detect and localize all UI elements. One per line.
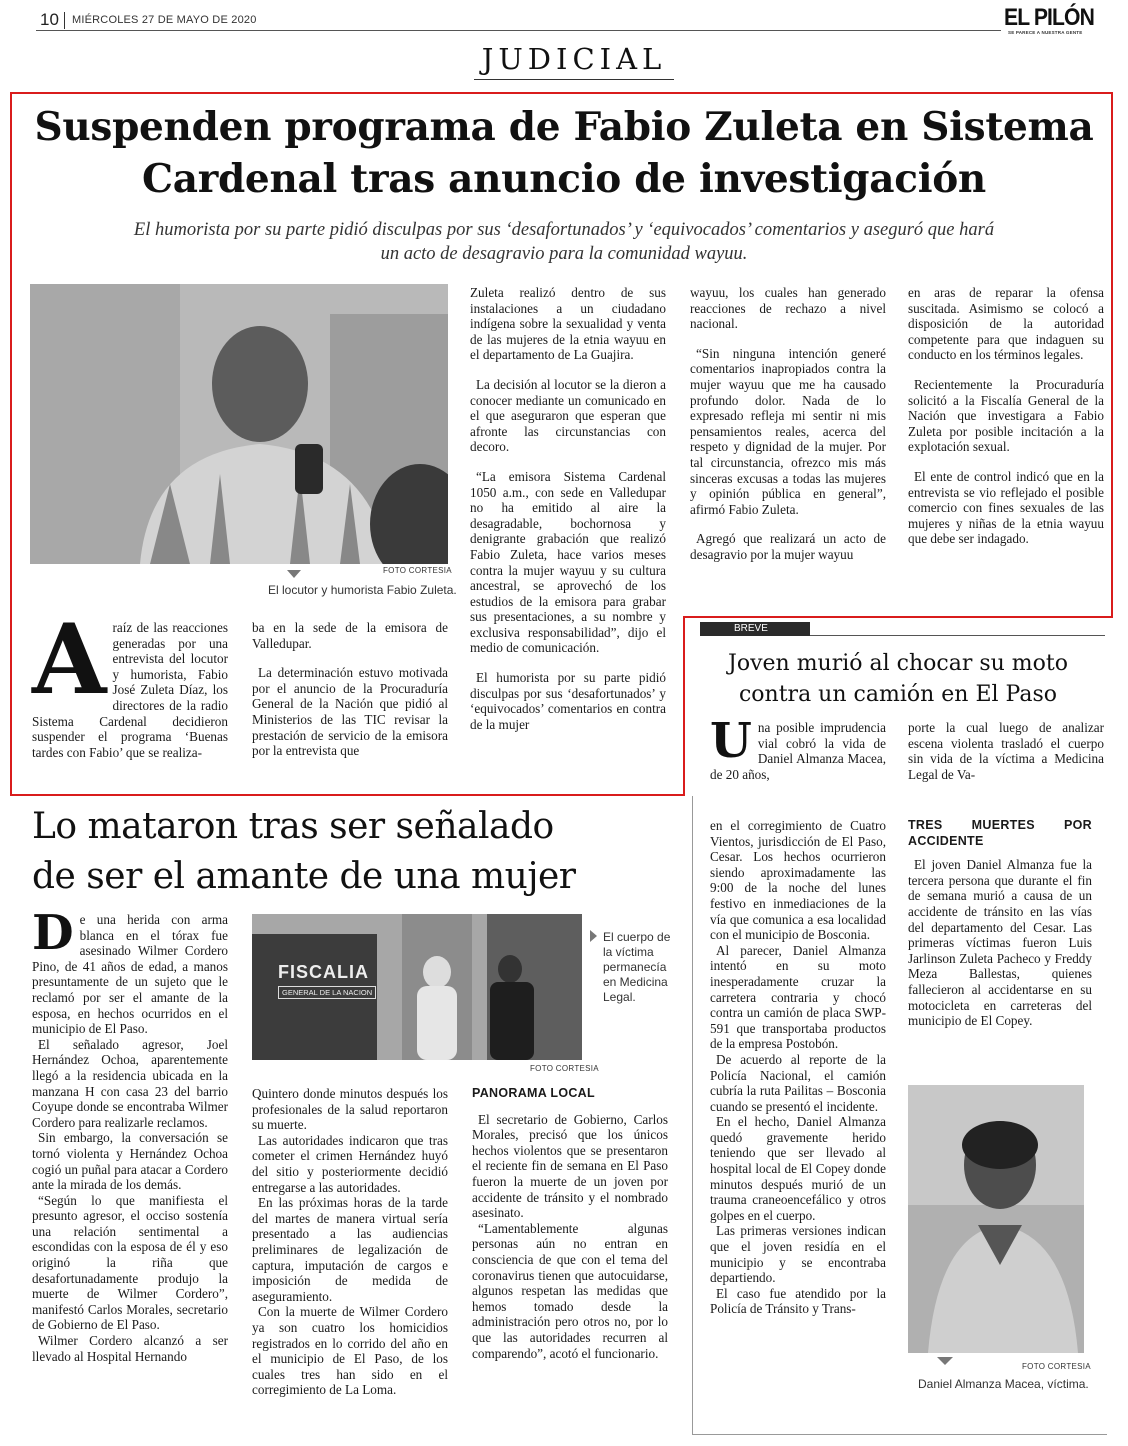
second-col3-p1: El secretario de Gobierno, Carlos Morales, precisó que los únicos hechos violentos que se presentaron el reciente fin de semana en El Paso fueron la muerte de un joven por accidente de tránsito y el nombrado asesinato. bbox=[472, 1111, 668, 1221]
second-col3-p2: “Lamentablemente algunas personas aún no entran en consciencia de que con el tema del coronavirus tienen que autocuidarse, algunos respetan las medidas que hemos tomado desde la administración pero otros no, por lo que las autoridades recurren al comparendo”, acotó el funcionario. bbox=[472, 1220, 668, 1361]
logo-tagline: SE PARECE A NUESTRA GENTE bbox=[1008, 30, 1083, 35]
fiscalia-photo bbox=[252, 914, 582, 1060]
main-col5-p1: en aras de reparar la ofensa suscitada. Asimismo se colocó a disposición de la autoridad competente para que indaguen su conducto en los términos legales. bbox=[908, 285, 1104, 363]
second-col2-p1: Quintero donde minutos después los profesionales de la salud reportaron su muerte. bbox=[252, 1086, 448, 1133]
second-col1-p2: El señalado agresor, Joel Hernández Ochoa, aparentemente llegó a la residencia ubicada en la manzana H con casa 23 del barrio Coyupe donde se encontraba Wilmer Cordero para realizarle reclamos. bbox=[32, 1036, 228, 1130]
daniel-photo-caption: Daniel Almanza Macea, víctima. bbox=[918, 1377, 1089, 1391]
fiscalia-sign-sub: GENERAL DE LA NACION bbox=[278, 986, 376, 999]
main-col2-p2: La determinación estuvo motivada por el anuncio de la Procuraduría General de la Nación que pidió al Ministerios de las TIC revisar la prestación de servicio de la emisora por la entrevista que bbox=[252, 665, 448, 759]
fiscalia-photo-caption: El cuerpo de la víctima permanecía en Medicina Legal. bbox=[603, 930, 671, 1004]
breve-cont-col2-p1: El joven Daniel Almanza fue la tercera persona que durante el fin de semana murió a causa de un accidente de tránsito en las vías del departamento del Cesar. Las primeras víctimas fueron Luis Jarlinson Zuleta Pacheco y Freddy Meza Ballestas, quienes fallecieron al accidentarse en su motocicleta en carreteras del municipio de El Copey. bbox=[908, 857, 1092, 1029]
section-underline bbox=[474, 79, 674, 80]
second-col2-p2: Las autoridades indicaron que tras cometer el crimen Hernández huyó del sitio y posteriormente decidió entregarse a las autoridades. bbox=[252, 1132, 448, 1195]
main-article-col5 bbox=[908, 285, 1104, 547]
main-col4-p3: Agregó que realizará un acto de desagravio por la mujer wayuu bbox=[690, 531, 886, 562]
breve-col1-text: na posible imprudencia vial cobró la vida de Daniel Almanza Macea, de 20 años, bbox=[710, 720, 886, 782]
main-drop-cap: A bbox=[32, 603, 107, 716]
breve-cont-col1-p6: El caso fue atendido por la Policía de Tránsito y Trans- bbox=[710, 1285, 886, 1317]
main-col3-p1: Zuleta realizó dentro de sus instalaciones a un ciudadano indígena sobre la sexualidad y venta de las mujeres de la etnia wayuu en el departamento de La Guajira. bbox=[470, 285, 666, 363]
main-col5-p2: Recientemente la Procuraduría solicitó a la Fiscalía General de la Nación que investigara a Fabio Zuleta por posible incitación a la explotación sexual. bbox=[908, 376, 1104, 455]
daniel-almanza-photo bbox=[908, 1085, 1084, 1353]
daniel-photo-illustration bbox=[908, 1085, 1084, 1353]
second-headline-line2: de ser el amante de una mujer bbox=[32, 856, 576, 897]
breve-headline-line1: Joven murió al chocar su moto bbox=[728, 651, 1068, 676]
breve-col2 bbox=[908, 720, 1104, 790]
second-col2-p4: Con la muerte de Wilmer Cordero ya son cuatro los homicidios registrados en lo corrido del año en el municipio de El Paso, de los cuales tres han sido en el corregimiento de La Loma. bbox=[252, 1304, 448, 1398]
main-col1-text: raíz de las reacciones generadas por una entrevista del locutor y humorista, Fabio José Zuleta Díaz, los directores de la radio Sistema Cardenal decidieron suspender el programa ‘Buenas tardes con Fabio’ que se realiza- bbox=[32, 620, 228, 760]
second-col1-p5: Wilmer Cordero alcanzó a ser llevado al Hospital Hernando bbox=[32, 1333, 228, 1364]
breve-cont-col1-p3: De acuerdo al reporte de la Policía Nacional, el camión cubría la ruta Pailitas – Bosconia cuando se presentó el incidente. bbox=[710, 1051, 886, 1114]
main-col4-p1: wayuu, los cuales han generado reacciones de rechazo a nivel nacional. bbox=[690, 285, 886, 332]
breve-cont-col1-p2: Al parecer, Daniel Almanza intentó en su moto inesperadamente cruzar la carretera contraria y chocó contra un camión de placa SWP-591 que transportaba productos de la empresa Postobón. bbox=[710, 942, 886, 1052]
tres-muertes-subhead: TRES MUERTES POR ACCIDENTE bbox=[908, 818, 1092, 848]
breve-col1 bbox=[710, 720, 886, 790]
main-photo-credit: FOTO CORTESIA bbox=[383, 566, 452, 575]
breve-cont-col1-p5: Las primeras versiones indican que el joven residía en el municipio y se encontraba departiendo. bbox=[710, 1223, 886, 1286]
main-col4-p2: “Sin ninguna intención generé comentarios inapropiados contra la mujer wayuu que me ha causado profundo dolor. Nada de lo expresado refleja mi sentir ni mis pensamientos reales, acerca del respeto y dignidad de la mujer. Por tal circunstancia, ofrezco mis más sinceras excusas a todas las mujeres y opinión pública en general”, afirmó Fabio Zuleta. bbox=[690, 345, 886, 517]
breve-cont-col1-p4: En el hecho, Daniel Almanza quedó gravemente herido teniendo que ser llevado al hospital local de El Copey donde minutos después murió de un trauma craneoencefálico y otros golpes en el cuerpo. bbox=[710, 1114, 886, 1223]
main-subtitle-line1: El humorista por su parte pidió disculpas por sus ‘desafortunados’ y ‘equivocados’ comentarios y aseguró que hará bbox=[133, 220, 995, 240]
second-article-col1 bbox=[32, 905, 228, 1364]
main-col3-p3: “La emisora Sistema Cardenal 1050 a.m., con sede en Valledupar no ha emitido al aire la desagradable, bochornosa y denigrante grabación que realizó Fabio Zuleta, hace varios meses contra la mujer wayuu y su cultura ancestral, se aprovechó de los estudios de la emisora para grabar sus presentaciones, a su nombre y exclusiva responsabilidad”, dijo el medio de comunicación. bbox=[470, 468, 666, 656]
fiscalia-photo-credit: FOTO CORTESIA bbox=[530, 1064, 599, 1073]
breve-box-bottom bbox=[692, 1434, 1107, 1435]
main-col2-p1: ba en la sede de la emisora de Valledupar. bbox=[252, 620, 448, 651]
second-drop-cap: D bbox=[32, 905, 74, 961]
newspaper-logo: EL PILÓN bbox=[1004, 4, 1094, 31]
fiscalia-sign: FISCALIA bbox=[278, 962, 369, 982]
header-divider bbox=[64, 12, 65, 29]
section-title: JUDICIAL bbox=[481, 42, 667, 76]
main-article-col2 bbox=[252, 620, 448, 759]
breve-cont-col1 bbox=[710, 818, 886, 1317]
header-rule bbox=[36, 30, 1001, 31]
second-col2-p3: En las próximas horas de la tarde del martes de manera virtual sería presentado a las audiencias preliminares de legalización de captura, imputación de cargos e imposición de medida de aseguramiento. bbox=[252, 1195, 448, 1304]
main-article-col4 bbox=[690, 285, 886, 563]
breve-headline-line2: contra un camión en El Paso bbox=[738, 682, 1057, 707]
daniel-caption-arrow-icon bbox=[937, 1357, 953, 1365]
main-photo-illustration bbox=[30, 284, 448, 564]
breve-box-border bbox=[692, 796, 693, 1434]
fiscalia-caption-arrow-icon bbox=[590, 930, 597, 942]
main-photo-fabio-zuleta bbox=[30, 284, 448, 564]
highlight-box-main-inner-edge bbox=[683, 616, 685, 796]
main-subtitle-line2: un acto de desagravio para la comunidad wayuu. bbox=[380, 244, 748, 264]
second-col1-p1: e una herida con arma blanca en el tórax fue asesinado Wilmer Cordero Pino, de 41 años de edad, a manos presuntamente de un sujeto que le reclamó por ser el amante de la esposa, en hechos ocurridos en el municipio de El Paso. bbox=[32, 912, 228, 1037]
breve-cont-col1-p1: en el corregimiento de Cuatro Vientos, jurisdicción de El Paso, Cesar. Los hechos ocurrieron siendo aproximadamente las 9:00 de la noche del lunes festivo en inmediaciones de la vía que comunica a esa localidad con el municipio de Bosconia. bbox=[710, 818, 886, 943]
main-headline-line2: Cardenal tras anuncio de investigación bbox=[142, 156, 986, 202]
main-col5-p3: El ente de control indicó que en la entrevista se vio reflejado el posible comercio con fines sexuales de las mujeres y niñas de la etnia wayuu que debe ser indagado. bbox=[908, 468, 1104, 547]
second-headline-line1: Lo mataron tras ser señalado bbox=[32, 806, 554, 847]
main-article-col1 bbox=[32, 603, 228, 760]
page-number: 10 bbox=[40, 10, 59, 29]
page-date: MIÉRCOLES 27 DE MAYO DE 2020 bbox=[72, 14, 257, 26]
breve-top-rule bbox=[810, 635, 1105, 636]
breve-col2-text: porte la cual luego de analizar escena violenta trasladó el cuerpo sin vida de la víctima a Medicina Legal de Va- bbox=[908, 720, 1104, 782]
breve-tag: BREVE bbox=[700, 622, 810, 636]
breve-cont-col2 bbox=[908, 818, 1092, 1029]
second-article-col3 bbox=[472, 1086, 668, 1361]
highlight-box-main-bottom bbox=[683, 616, 1113, 618]
main-col3-p4: El humorista por su parte pidió disculpas por sus ‘desafortunados’ y ‘equivocados’ comentarios en contra de la mujer bbox=[470, 670, 666, 732]
main-col3-p2: La decisión al locutor se la dieron a conocer mediante un comunicado en el que aseguraron que esperan que afronte las circunstancias con decoro. bbox=[470, 376, 666, 455]
main-photo-caption: El locutor y humorista Fabio Zuleta. bbox=[268, 583, 457, 597]
second-article-col2 bbox=[252, 1086, 448, 1398]
panorama-local-subhead: PANORAMA LOCAL bbox=[472, 1086, 595, 1100]
daniel-photo-credit: FOTO CORTESIA bbox=[1022, 1362, 1091, 1371]
second-col1-p4: “Según lo que manifiesta el presunto agresor, el occiso sostenía una relación sentimental a escondidas con la esposa de él y eso originó la riña que desafortunadamente produjo la muerte de Wilmer Cordero”, manifestó Carlos Morales, secretario de Gobierno de El Paso. bbox=[32, 1192, 228, 1333]
caption-arrow-icon bbox=[287, 570, 301, 578]
main-article-col3 bbox=[470, 285, 666, 732]
breve-drop-cap: U bbox=[710, 720, 752, 769]
main-headline-line1: Suspenden programa de Fabio Zuleta en Sistema bbox=[34, 104, 1094, 150]
second-col1-p3: Sin embargo, la conversación se tornó violenta y Hernández Ochoa cogió un puñal para atacar a Cordero ante la mirada de los demás. bbox=[32, 1130, 228, 1193]
